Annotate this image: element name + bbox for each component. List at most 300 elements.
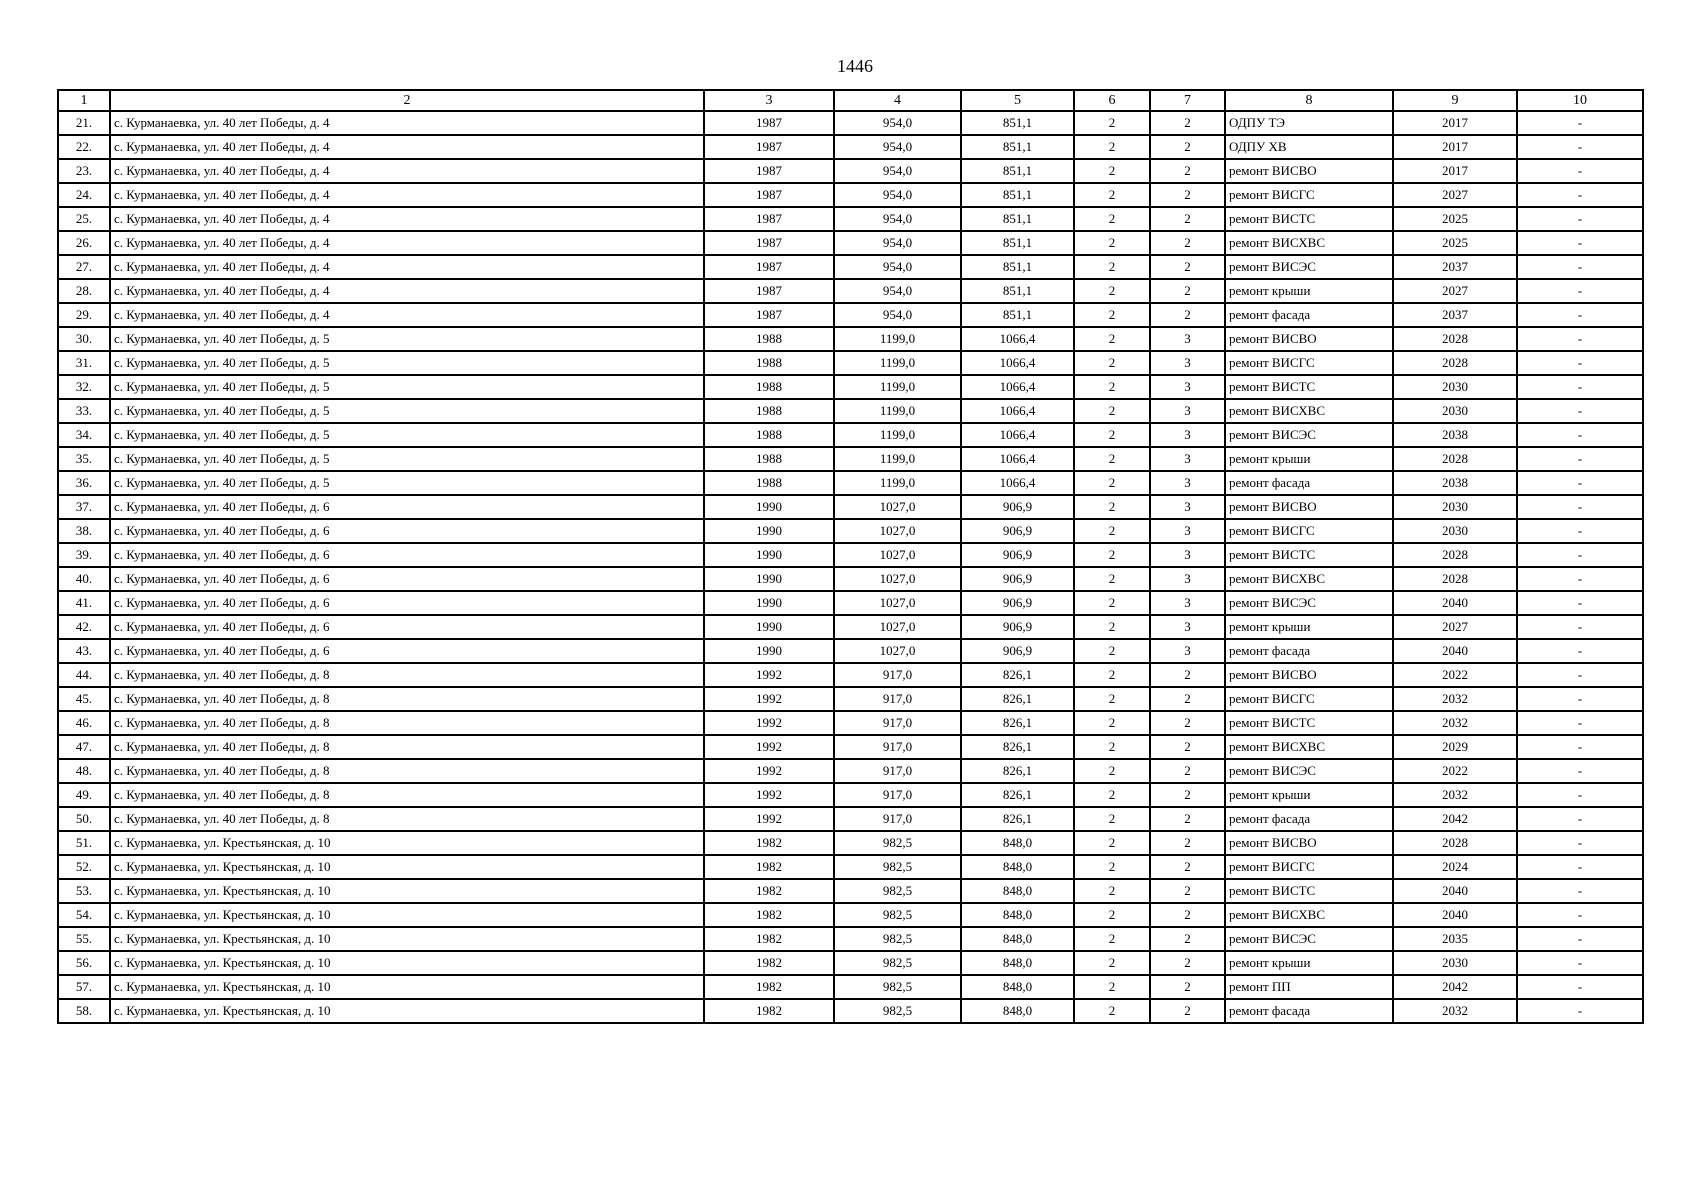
cell-living-area: 851,1 — [961, 135, 1074, 159]
cell-entrances: 2 — [1150, 903, 1225, 927]
cell-work-type: ремонт ВИСГС — [1225, 687, 1393, 711]
cell-floors: 2 — [1074, 159, 1150, 183]
cell-living-area: 826,1 — [961, 783, 1074, 807]
cell-work-type: ремонт ВИСГС — [1225, 351, 1393, 375]
cell-total-area: 1027,0 — [834, 543, 961, 567]
cell-total-area: 1027,0 — [834, 567, 961, 591]
cell-living-area: 851,1 — [961, 303, 1074, 327]
cell-row-number: 30. — [58, 327, 110, 351]
cell-floors: 2 — [1074, 471, 1150, 495]
cell-total-area: 954,0 — [834, 159, 961, 183]
table-row — [58, 135, 1643, 159]
cell-planned-year: 2027 — [1393, 183, 1517, 207]
cell-living-area: 826,1 — [961, 759, 1074, 783]
cell-cost: - — [1517, 735, 1643, 759]
table-row — [58, 111, 1643, 135]
cell-address: с. Курманаевка, ул. 40 лет Победы, д. 4 — [110, 135, 704, 159]
cell-row-number: 22. — [58, 135, 110, 159]
cell-build-year: 1987 — [704, 255, 834, 279]
cell-floors: 2 — [1074, 831, 1150, 855]
cell-cost: - — [1517, 615, 1643, 639]
cell-living-area: 848,0 — [961, 903, 1074, 927]
cell-work-type: ремонт фасада — [1225, 807, 1393, 831]
cell-planned-year: 2038 — [1393, 471, 1517, 495]
cell-total-area: 954,0 — [834, 279, 961, 303]
cell-cost: - — [1517, 471, 1643, 495]
cell-build-year: 1990 — [704, 591, 834, 615]
table-row — [58, 735, 1643, 759]
cell-total-area: 982,5 — [834, 999, 961, 1023]
cell-row-number: 27. — [58, 255, 110, 279]
cell-address: с. Курманаевка, ул. Крестьянская, д. 10 — [110, 831, 704, 855]
cell-work-type: ремонт ВИСТС — [1225, 543, 1393, 567]
cell-cost: - — [1517, 519, 1643, 543]
cell-row-number: 58. — [58, 999, 110, 1023]
cell-build-year: 1987 — [704, 231, 834, 255]
cell-work-type: ремонт ВИСХВС — [1225, 567, 1393, 591]
cell-work-type: ремонт фасада — [1225, 999, 1393, 1023]
cell-entrances: 2 — [1150, 999, 1225, 1023]
table-row — [58, 447, 1643, 471]
cell-cost: - — [1517, 951, 1643, 975]
cell-total-area: 954,0 — [834, 111, 961, 135]
cell-living-area: 906,9 — [961, 591, 1074, 615]
cell-cost: - — [1517, 375, 1643, 399]
cell-work-type: ремонт ВИСЭС — [1225, 423, 1393, 447]
cell-build-year: 1990 — [704, 615, 834, 639]
column-header-7: 7 — [1150, 90, 1225, 111]
cell-total-area: 982,5 — [834, 927, 961, 951]
cell-build-year: 1992 — [704, 687, 834, 711]
cell-entrances: 2 — [1150, 735, 1225, 759]
cell-total-area: 1027,0 — [834, 495, 961, 519]
cell-work-type: ремонт ВИСХВС — [1225, 903, 1393, 927]
cell-row-number: 25. — [58, 207, 110, 231]
cell-row-number: 31. — [58, 351, 110, 375]
cell-living-area: 851,1 — [961, 159, 1074, 183]
cell-row-number: 39. — [58, 543, 110, 567]
cell-cost: - — [1517, 543, 1643, 567]
cell-build-year: 1982 — [704, 999, 834, 1023]
cell-work-type: ремонт ПП — [1225, 975, 1393, 999]
cell-row-number: 50. — [58, 807, 110, 831]
table-row — [58, 495, 1643, 519]
cell-address: с. Курманаевка, ул. Крестьянская, д. 10 — [110, 927, 704, 951]
cell-row-number: 49. — [58, 783, 110, 807]
cell-entrances: 2 — [1150, 951, 1225, 975]
cell-floors: 2 — [1074, 135, 1150, 159]
table-row — [58, 639, 1643, 663]
cell-work-type: ремонт фасада — [1225, 303, 1393, 327]
cell-planned-year: 2030 — [1393, 519, 1517, 543]
cell-entrances: 2 — [1150, 807, 1225, 831]
cell-work-type: ремонт ВИСЭС — [1225, 759, 1393, 783]
cell-living-area: 851,1 — [961, 255, 1074, 279]
cell-total-area: 1199,0 — [834, 447, 961, 471]
cell-cost: - — [1517, 831, 1643, 855]
cell-build-year: 1992 — [704, 759, 834, 783]
cell-work-type: ремонт ВИСТС — [1225, 879, 1393, 903]
cell-living-area: 848,0 — [961, 879, 1074, 903]
cell-living-area: 851,1 — [961, 279, 1074, 303]
cell-build-year: 1987 — [704, 135, 834, 159]
table-row — [58, 231, 1643, 255]
cell-total-area: 954,0 — [834, 303, 961, 327]
cell-entrances: 2 — [1150, 207, 1225, 231]
table-row — [58, 975, 1643, 999]
cell-total-area: 917,0 — [834, 759, 961, 783]
cell-entrances: 3 — [1150, 543, 1225, 567]
column-header-4: 4 — [834, 90, 961, 111]
cell-address: с. Курманаевка, ул. 40 лет Победы, д. 8 — [110, 711, 704, 735]
cell-cost: - — [1517, 399, 1643, 423]
cell-address: с. Курманаевка, ул. 40 лет Победы, д. 5 — [110, 447, 704, 471]
cell-entrances: 2 — [1150, 231, 1225, 255]
cell-row-number: 46. — [58, 711, 110, 735]
table-row — [58, 783, 1643, 807]
cell-row-number: 34. — [58, 423, 110, 447]
cell-floors: 2 — [1074, 567, 1150, 591]
cell-floors: 2 — [1074, 447, 1150, 471]
cell-entrances: 3 — [1150, 399, 1225, 423]
cell-work-type: ремонт крыши — [1225, 279, 1393, 303]
cell-build-year: 1987 — [704, 159, 834, 183]
cell-floors: 2 — [1074, 951, 1150, 975]
table-row — [58, 207, 1643, 231]
cell-entrances: 2 — [1150, 879, 1225, 903]
cell-address: с. Курманаевка, ул. 40 лет Победы, д. 5 — [110, 327, 704, 351]
column-header-2: 2 — [110, 90, 704, 111]
cell-address: с. Курманаевка, ул. 40 лет Победы, д. 5 — [110, 351, 704, 375]
cell-build-year: 1982 — [704, 951, 834, 975]
cell-work-type: ремонт ВИСЭС — [1225, 927, 1393, 951]
cell-planned-year: 2030 — [1393, 951, 1517, 975]
cell-address: с. Курманаевка, ул. 40 лет Победы, д. 4 — [110, 279, 704, 303]
cell-address: с. Курманаевка, ул. 40 лет Победы, д. 6 — [110, 639, 704, 663]
cell-cost: - — [1517, 159, 1643, 183]
cell-cost: - — [1517, 303, 1643, 327]
cell-total-area: 954,0 — [834, 183, 961, 207]
cell-build-year: 1992 — [704, 807, 834, 831]
table-row — [58, 375, 1643, 399]
cell-living-area: 1066,4 — [961, 351, 1074, 375]
cell-work-type: ремонт фасада — [1225, 639, 1393, 663]
cell-floors: 2 — [1074, 207, 1150, 231]
cell-address: с. Курманаевка, ул. 40 лет Победы, д. 6 — [110, 615, 704, 639]
cell-total-area: 1027,0 — [834, 519, 961, 543]
cell-entrances: 2 — [1150, 783, 1225, 807]
cell-address: с. Курманаевка, ул. 40 лет Победы, д. 5 — [110, 471, 704, 495]
cell-entrances: 2 — [1150, 759, 1225, 783]
cell-build-year: 1990 — [704, 519, 834, 543]
page-number: 1446 — [837, 56, 873, 76]
cell-total-area: 982,5 — [834, 951, 961, 975]
cell-living-area: 1066,4 — [961, 399, 1074, 423]
column-header-9: 9 — [1393, 90, 1517, 111]
cell-address: с. Курманаевка, ул. 40 лет Победы, д. 4 — [110, 303, 704, 327]
cell-build-year: 1988 — [704, 471, 834, 495]
cell-planned-year: 2042 — [1393, 975, 1517, 999]
cell-planned-year: 2028 — [1393, 543, 1517, 567]
cell-work-type: ремонт крыши — [1225, 447, 1393, 471]
cell-total-area: 917,0 — [834, 807, 961, 831]
cell-cost: - — [1517, 855, 1643, 879]
cell-address: с. Курманаевка, ул. 40 лет Победы, д. 5 — [110, 399, 704, 423]
cell-floors: 2 — [1074, 327, 1150, 351]
cell-entrances: 2 — [1150, 111, 1225, 135]
cell-work-type: ремонт ВИСЭС — [1225, 255, 1393, 279]
table-row — [58, 183, 1643, 207]
cell-floors: 2 — [1074, 495, 1150, 519]
cell-row-number: 57. — [58, 975, 110, 999]
cell-floors: 2 — [1074, 303, 1150, 327]
cell-work-type: ремонт ВИСЭС — [1225, 591, 1393, 615]
cell-entrances: 2 — [1150, 687, 1225, 711]
cell-work-type: ремонт ВИСВО — [1225, 495, 1393, 519]
cell-work-type: ремонт ВИСГС — [1225, 183, 1393, 207]
cell-entrances: 3 — [1150, 639, 1225, 663]
cell-cost: - — [1517, 423, 1643, 447]
cell-planned-year: 2040 — [1393, 639, 1517, 663]
cell-work-type: ОДПУ ХВ — [1225, 135, 1393, 159]
cell-living-area: 848,0 — [961, 975, 1074, 999]
cell-build-year: 1992 — [704, 735, 834, 759]
cell-total-area: 982,5 — [834, 879, 961, 903]
cell-planned-year: 2038 — [1393, 423, 1517, 447]
cell-planned-year: 2029 — [1393, 735, 1517, 759]
cell-row-number: 55. — [58, 927, 110, 951]
cell-entrances: 3 — [1150, 615, 1225, 639]
cell-row-number: 40. — [58, 567, 110, 591]
cell-row-number: 21. — [58, 111, 110, 135]
cell-floors: 2 — [1074, 519, 1150, 543]
cell-row-number: 24. — [58, 183, 110, 207]
cell-work-type: ремонт ВИСВО — [1225, 831, 1393, 855]
cell-address: с. Курманаевка, ул. 40 лет Победы, д. 6 — [110, 495, 704, 519]
cell-living-area: 826,1 — [961, 687, 1074, 711]
cell-planned-year: 2037 — [1393, 303, 1517, 327]
cell-total-area: 917,0 — [834, 663, 961, 687]
table-row — [58, 543, 1643, 567]
cell-build-year: 1982 — [704, 903, 834, 927]
cell-entrances: 2 — [1150, 855, 1225, 879]
cell-cost: - — [1517, 279, 1643, 303]
cell-total-area: 1199,0 — [834, 399, 961, 423]
cell-living-area: 1066,4 — [961, 375, 1074, 399]
cell-floors: 2 — [1074, 759, 1150, 783]
cell-entrances: 3 — [1150, 327, 1225, 351]
cell-floors: 2 — [1074, 903, 1150, 927]
cell-build-year: 1988 — [704, 399, 834, 423]
cell-row-number: 54. — [58, 903, 110, 927]
cell-address: с. Курманаевка, ул. Крестьянская, д. 10 — [110, 855, 704, 879]
cell-living-area: 906,9 — [961, 543, 1074, 567]
cell-entrances: 3 — [1150, 495, 1225, 519]
works-register-table — [57, 89, 1644, 1024]
cell-entrances: 3 — [1150, 471, 1225, 495]
table-row — [58, 303, 1643, 327]
cell-entrances: 2 — [1150, 975, 1225, 999]
cell-total-area: 917,0 — [834, 783, 961, 807]
cell-floors: 2 — [1074, 639, 1150, 663]
cell-living-area: 826,1 — [961, 711, 1074, 735]
cell-address: с. Курманаевка, ул. 40 лет Победы, д. 8 — [110, 759, 704, 783]
table-row — [58, 615, 1643, 639]
cell-floors: 2 — [1074, 591, 1150, 615]
table-row — [58, 999, 1643, 1023]
cell-row-number: 36. — [58, 471, 110, 495]
cell-living-area: 851,1 — [961, 111, 1074, 135]
cell-build-year: 1982 — [704, 927, 834, 951]
cell-planned-year: 2025 — [1393, 207, 1517, 231]
cell-row-number: 29. — [58, 303, 110, 327]
cell-floors: 2 — [1074, 975, 1150, 999]
cell-living-area: 906,9 — [961, 519, 1074, 543]
cell-living-area: 848,0 — [961, 927, 1074, 951]
cell-floors: 2 — [1074, 999, 1150, 1023]
cell-cost: - — [1517, 807, 1643, 831]
cell-cost: - — [1517, 927, 1643, 951]
cell-work-type: ремонт крыши — [1225, 951, 1393, 975]
cell-planned-year: 2040 — [1393, 903, 1517, 927]
cell-build-year: 1982 — [704, 879, 834, 903]
cell-living-area: 851,1 — [961, 207, 1074, 231]
cell-row-number: 23. — [58, 159, 110, 183]
cell-total-area: 1199,0 — [834, 471, 961, 495]
cell-work-type: ремонт ВИСХВС — [1225, 231, 1393, 255]
table-row — [58, 807, 1643, 831]
cell-planned-year: 2032 — [1393, 783, 1517, 807]
cell-work-type: ремонт фасада — [1225, 471, 1393, 495]
cell-floors: 2 — [1074, 183, 1150, 207]
cell-build-year: 1990 — [704, 567, 834, 591]
cell-living-area: 826,1 — [961, 663, 1074, 687]
cell-address: с. Курманаевка, ул. Крестьянская, д. 10 — [110, 879, 704, 903]
cell-address: с. Курманаевка, ул. Крестьянская, д. 10 — [110, 951, 704, 975]
cell-living-area: 826,1 — [961, 807, 1074, 831]
cell-total-area: 1199,0 — [834, 351, 961, 375]
table-row — [58, 255, 1643, 279]
table-row — [58, 471, 1643, 495]
cell-cost: - — [1517, 903, 1643, 927]
column-header-5: 5 — [961, 90, 1074, 111]
cell-living-area: 906,9 — [961, 567, 1074, 591]
cell-total-area: 954,0 — [834, 135, 961, 159]
cell-address: с. Курманаевка, ул. Крестьянская, д. 10 — [110, 999, 704, 1023]
cell-address: с. Курманаевка, ул. Крестьянская, д. 10 — [110, 903, 704, 927]
cell-floors: 2 — [1074, 783, 1150, 807]
table-row — [58, 687, 1643, 711]
column-header-10: 10 — [1517, 90, 1643, 111]
table-row — [58, 879, 1643, 903]
cell-address: с. Курманаевка, ул. 40 лет Победы, д. 8 — [110, 663, 704, 687]
cell-build-year: 1992 — [704, 711, 834, 735]
table-row — [58, 159, 1643, 183]
cell-row-number: 52. — [58, 855, 110, 879]
table-row — [58, 711, 1643, 735]
cell-build-year: 1992 — [704, 663, 834, 687]
table-row — [58, 567, 1643, 591]
cell-living-area: 851,1 — [961, 183, 1074, 207]
cell-cost: - — [1517, 447, 1643, 471]
cell-row-number: 45. — [58, 687, 110, 711]
table-header — [58, 90, 1643, 111]
cell-floors: 2 — [1074, 255, 1150, 279]
cell-entrances: 2 — [1150, 135, 1225, 159]
cell-build-year: 1990 — [704, 639, 834, 663]
cell-planned-year: 2028 — [1393, 447, 1517, 471]
cell-total-area: 1199,0 — [834, 327, 961, 351]
cell-cost: - — [1517, 111, 1643, 135]
cell-entrances: 2 — [1150, 663, 1225, 687]
cell-work-type: ремонт крыши — [1225, 783, 1393, 807]
cell-address: с. Курманаевка, ул. 40 лет Победы, д. 4 — [110, 231, 704, 255]
cell-build-year: 1990 — [704, 495, 834, 519]
column-header-6: 6 — [1074, 90, 1150, 111]
cell-planned-year: 2027 — [1393, 279, 1517, 303]
cell-total-area: 982,5 — [834, 975, 961, 999]
cell-total-area: 1199,0 — [834, 423, 961, 447]
cell-total-area: 917,0 — [834, 711, 961, 735]
cell-floors: 2 — [1074, 855, 1150, 879]
cell-build-year: 1987 — [704, 303, 834, 327]
cell-total-area: 917,0 — [834, 735, 961, 759]
cell-total-area: 1027,0 — [834, 639, 961, 663]
cell-planned-year: 2040 — [1393, 879, 1517, 903]
cell-work-type: ремонт ВИСТС — [1225, 375, 1393, 399]
cell-row-number: 37. — [58, 495, 110, 519]
cell-work-type: ремонт ВИСГС — [1225, 519, 1393, 543]
cell-work-type: ремонт ВИСВО — [1225, 663, 1393, 687]
cell-planned-year: 2037 — [1393, 255, 1517, 279]
cell-address: с. Курманаевка, ул. 40 лет Победы, д. 4 — [110, 255, 704, 279]
cell-row-number: 32. — [58, 375, 110, 399]
cell-work-type: ремонт ВИСХВС — [1225, 735, 1393, 759]
table-row — [58, 591, 1643, 615]
cell-planned-year: 2027 — [1393, 615, 1517, 639]
cell-living-area: 826,1 — [961, 735, 1074, 759]
cell-entrances: 2 — [1150, 303, 1225, 327]
cell-living-area: 848,0 — [961, 951, 1074, 975]
cell-entrances: 2 — [1150, 255, 1225, 279]
cell-entrances: 2 — [1150, 159, 1225, 183]
cell-build-year: 1988 — [704, 375, 834, 399]
cell-floors: 2 — [1074, 807, 1150, 831]
cell-living-area: 851,1 — [961, 231, 1074, 255]
cell-row-number: 42. — [58, 615, 110, 639]
header-row — [58, 90, 1643, 111]
cell-floors: 2 — [1074, 927, 1150, 951]
cell-entrances: 3 — [1150, 567, 1225, 591]
cell-entrances: 3 — [1150, 423, 1225, 447]
cell-cost: - — [1517, 495, 1643, 519]
cell-living-area: 906,9 — [961, 495, 1074, 519]
cell-cost: - — [1517, 783, 1643, 807]
cell-build-year: 1992 — [704, 783, 834, 807]
cell-planned-year: 2017 — [1393, 135, 1517, 159]
cell-build-year: 1988 — [704, 351, 834, 375]
cell-cost: - — [1517, 327, 1643, 351]
cell-living-area: 1066,4 — [961, 471, 1074, 495]
cell-address: с. Курманаевка, ул. 40 лет Победы, д. 8 — [110, 735, 704, 759]
cell-floors: 2 — [1074, 543, 1150, 567]
cell-entrances: 3 — [1150, 591, 1225, 615]
cell-entrances: 2 — [1150, 183, 1225, 207]
cell-floors: 2 — [1074, 663, 1150, 687]
cell-work-type: ремонт ВИСТС — [1225, 711, 1393, 735]
cell-planned-year: 2042 — [1393, 807, 1517, 831]
cell-address: с. Курманаевка, ул. 40 лет Победы, д. 4 — [110, 159, 704, 183]
